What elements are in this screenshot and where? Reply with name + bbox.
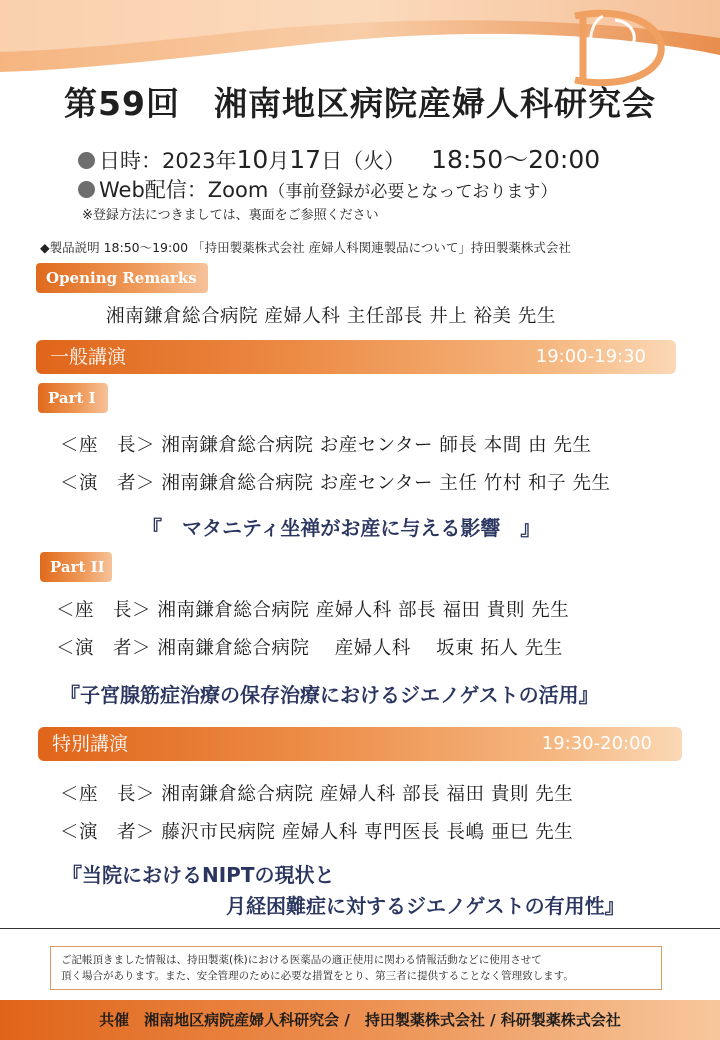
web-line bbox=[78, 174, 557, 204]
page-title: 第59回 湘南地区病院産婦人科研究会 bbox=[64, 84, 656, 123]
cosponsor-footer: 共催 湘南地区病院産婦人科研究会 / 持田製薬株式会社 / 科研製薬株式会社 bbox=[0, 1000, 720, 1040]
datetime-line bbox=[78, 140, 600, 176]
part1-chair: ＜座 長＞ 湘南鎌倉総合病院 お産センター 師長 本間 由 先生 bbox=[60, 435, 592, 456]
face-letter-d-logo bbox=[553, 4, 673, 88]
general-lecture-label: 一般講演 bbox=[50, 346, 127, 368]
special-chair: ＜座 長＞ 湘南鎌倉総合病院 産婦人科 部長 福田 貴則 先生 bbox=[60, 784, 574, 805]
special-lecture-banner bbox=[38, 727, 682, 761]
disclaimer-line1: ご記帳頂きました情報は、持田製薬(株)における医薬品の適正使用に関わる情報活動などに使用させて bbox=[61, 954, 542, 966]
privacy-disclaimer bbox=[50, 946, 662, 990]
opening-remarks-label: Opening Remarks bbox=[36, 263, 208, 293]
part2-chair: ＜座 長＞ 湘南鎌倉総合病院 産婦人科 部長 福田 貴則 先生 bbox=[56, 600, 570, 621]
web-note: （事前登録が必要となっております） bbox=[268, 182, 558, 202]
part2-topic: 『子宮腺筋症治療の保存治療におけるジエノゲストの活用』 bbox=[60, 683, 599, 707]
special-topic-line2: 月経困難症に対するジエノゲストの有用性』 bbox=[226, 894, 625, 918]
part2-label: Part II bbox=[40, 552, 112, 582]
disclaimer-line2: 頂く場合があります。また、安全管理のために必要な措置をとり、第三者に提供することなく管理致します。 bbox=[61, 970, 574, 982]
part2-speaker: ＜演 者＞ 湘南鎌倉総合病院 産婦人科 坂東 拓人 先生 bbox=[56, 638, 563, 659]
date-month: 10 bbox=[236, 145, 269, 174]
bullet-dot-icon bbox=[78, 181, 95, 198]
bullet-dot-icon bbox=[78, 152, 95, 169]
web-platform: Zoom bbox=[207, 178, 269, 202]
special-lecture-time: 19:30-20:00 bbox=[541, 733, 652, 754]
special-topic-line1: 『当院におけるNIPTの現状と bbox=[62, 863, 335, 887]
date-day-unit: 日 bbox=[321, 149, 343, 173]
special-speaker: ＜演 者＞ 藤沢市民病院 産婦人科 専門医長 長嶋 亜巳 先生 bbox=[60, 822, 574, 843]
general-lecture-banner bbox=[36, 340, 676, 374]
divider-line bbox=[0, 928, 720, 929]
datetime-label: 日時： bbox=[99, 149, 162, 173]
event-time: 18:50～20:00 bbox=[431, 145, 601, 174]
date-day: 17 bbox=[289, 145, 322, 174]
web-label: Web配信： bbox=[99, 178, 208, 202]
registration-note: ※登録方法につきましては、裏面をご参照ください bbox=[82, 208, 379, 223]
date-weekday: （火） bbox=[342, 149, 406, 173]
part1-topic: 『 マタニティ坐禅がお産に与える影響 』 bbox=[142, 516, 541, 540]
part1-label: Part I bbox=[38, 383, 108, 413]
date-year: 2023年 bbox=[162, 149, 237, 173]
part1-speaker: ＜演 者＞ 湘南鎌倉総合病院 お産センター 主任 竹村 和子 先生 bbox=[60, 473, 611, 494]
date-month-unit: 月 bbox=[268, 149, 290, 173]
product-info: ◆製品説明 18:50～19:00 「持田製薬株式会社 産婦人科関連製品について」持田製薬株式会社 bbox=[40, 240, 571, 255]
special-lecture-label: 特別講演 bbox=[52, 733, 129, 755]
general-lecture-time: 19:00-19:30 bbox=[535, 346, 646, 367]
opening-speaker: 湘南鎌倉総合病院 産婦人科 主任部長 井上 裕美 先生 bbox=[106, 306, 556, 327]
